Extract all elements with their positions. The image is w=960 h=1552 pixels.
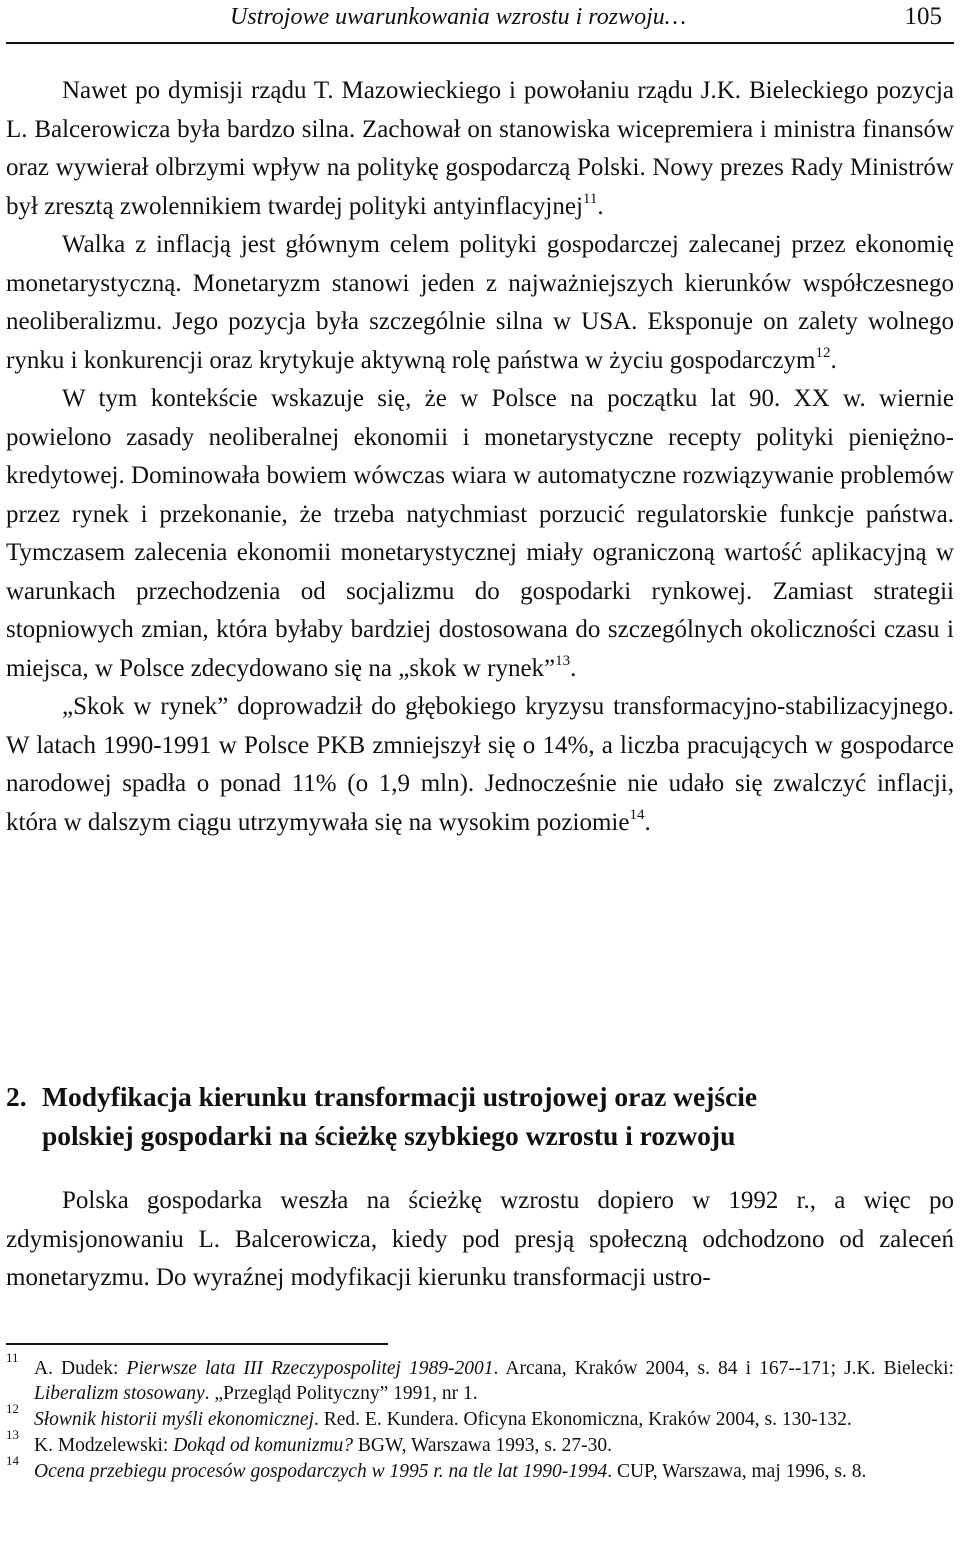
paragraph: Polska gospodarka weszła na ścieżkę wzrostu dopiero w 1992 r., a więc po zdymisjonowaniu L. Balcerowicza, kiedy pod presją społeczną odchodzono od zaleceń monetaryzmu. Do wyraźnej modyfikacji kierunku transformacji ustro-: [6, 1187, 954, 1291]
footnote-title: Pierwsze lata III Rzeczypospolitej 1989-2001: [126, 1358, 494, 1379]
footnote-ref[interactable]: 14: [629, 806, 645, 823]
footnote-title: Dokąd od komunizmu?: [173, 1435, 354, 1456]
footnote-text: BGW, Warszawa 1993, s. 27-30.: [353, 1435, 612, 1456]
paragraph-text: W tym kontekście wskazuje się, że w Polsce na początku lat 90. XX w. wiernie powielono zasady neoliberalnej ekonomii i monetarystyczne recepty polityki pieniężno-kredytowej. Dominowała bowiem wówczas wiara w automatyczne rozwiązywanie problemów przez rynek i przekonanie, że trzeba natychmiast porzucić regulatorskie funkcje państwa. Tymczasem zalecenia ekonomii monetarystycznej miały ograniczoną wartość aplikacyjną w warunkach przechodzenia od socjalizmu do gospodarki rynkowej. Zamiast strategii stopniowych zmian, która byłaby bardziej dostosowana do szczególnych okoliczności czasu i miejsca, w Polsce zdecydowano się na „skok w rynek”: [6, 385, 954, 682]
footnote-text: K. Modzelewski:: [34, 1435, 174, 1456]
paragraph: [6, 226, 954, 380]
footnote-title: Słownik historii myśli ekonomicznej: [34, 1409, 315, 1430]
footnote-ref[interactable]: 11: [582, 190, 598, 207]
section-heading: [6, 1077, 926, 1155]
footnotes: [6, 1350, 954, 1485]
footnote-number: 14: [6, 1453, 19, 1468]
footnote-text: . CUP, Warszawa, maj 1996, s. 8.: [607, 1461, 867, 1482]
footnote-text: . Arcana, Kraków 2004, s. 84 i 167--171; J.K. Bielecki:: [493, 1358, 954, 1379]
footnote-text: . Red. E. Kundera. Oficyna Ekonomiczna, Kraków 2004, s. 130-132.: [314, 1409, 852, 1430]
page-number: 105: [904, 3, 942, 30]
footnote: [6, 1350, 954, 1406]
footnote-number: 13: [6, 1427, 19, 1442]
footnote-number: 12: [6, 1401, 19, 1416]
paragraph-text: Walka z inflacją jest głównym celem polityki gospodarczej zalecanej przez ekonomię monetarystyczną. Monetaryzm stanowi jeden z najważniejszych kierunków współczesnego neoliberalizmu. Jego pozycja była szczególnie silna w USA. Eksponuje on zalety wolnego rynku i konkurencji oraz krytykuje aktywną rolę państwa w życiu gospodarczym: [6, 231, 954, 374]
paragraph-tail: .: [570, 654, 577, 682]
footnote-text: . „Przegląd Polityczny” 1991, nr 1.: [204, 1383, 478, 1404]
footnote-text: A. Dudek:: [34, 1358, 127, 1379]
section-title-line-1: Modyfikacja kierunku transformacji ustrojowej oraz wejście: [42, 1081, 758, 1112]
footnote: [6, 1401, 954, 1432]
paragraph-tail: .: [644, 808, 651, 836]
paragraph: [6, 688, 954, 842]
section-body-text: [6, 1182, 954, 1298]
footnote-ref[interactable]: 12: [815, 344, 831, 361]
body-text: [6, 72, 954, 842]
footnote-title: Liberalizm stosowany: [34, 1383, 205, 1404]
footnote-number: 11: [6, 1350, 19, 1365]
paragraph: [6, 72, 954, 226]
footnote-title: Ocena przebiegu procesów gospodarczych w 1995 r. na tle lat 1990-1994: [34, 1461, 608, 1482]
paragraph-text: „Skok w rynek” doprowadził do głębokiego kryzysu transformacyjno-stabilizacyjnego. W latach 1990-1991 w Polsce PKB zmniejszył się o 14%, a liczba pracujących w gospodarce narodowej spadła o ponad 11% (o 1,9 mln). Jednocześnie nie udało się zwalczyć inflacji, która w dalszym ciągu utrzymywała się na wysokim poziomie: [6, 693, 954, 836]
running-header-title: Ustrojowe uwarunkowania wzrostu i rozwoju…: [230, 4, 687, 30]
paragraph: [6, 380, 954, 688]
paragraph-text: Nawet po dymisji rządu T. Mazowieckiego i powołaniu rządu J.K. Bieleckiego pozycja L. Balcerowicza była bardzo silna. Zachował on stanowiska wicepremiera i ministra finansów oraz wywierał olbrzymi wpływ na politykę gospodarczą Polski. Nowy prezes Rady Ministrów był zresztą zwolennikiem twardej polityki antyinflacyjnej: [6, 77, 954, 220]
paragraph-tail: .: [830, 346, 837, 374]
footnote-ref[interactable]: 13: [555, 652, 571, 669]
section-title-line-2: polskiej gospodarki na ścieżkę szybkiego wzrostu i rozwoju: [42, 1120, 736, 1151]
footnote: [6, 1453, 954, 1484]
footnote: [6, 1427, 954, 1458]
paragraph-tail: .: [597, 192, 604, 220]
footnote-separator: [6, 1343, 388, 1345]
section-number: 2.: [6, 1081, 27, 1112]
running-header: [6, 0, 954, 44]
